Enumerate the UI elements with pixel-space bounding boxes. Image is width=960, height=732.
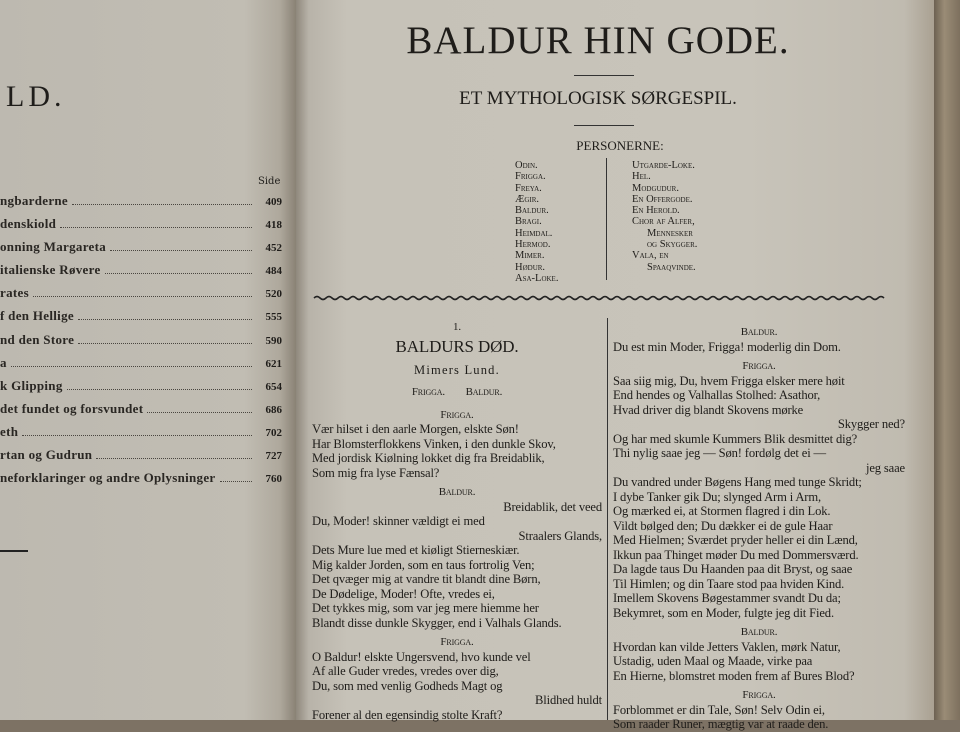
speaker-name: Baldur. bbox=[438, 486, 476, 498]
toc-entry-title: italienske Røvere bbox=[0, 262, 101, 278]
verse-line: Mig kalder Jorden, som en taus fortrolig Ven; bbox=[312, 557, 535, 572]
persona: Hermod. bbox=[515, 239, 551, 251]
toc-leader-dots bbox=[96, 458, 252, 459]
toc-entry-title: denskiold bbox=[0, 216, 57, 232]
chapter-heading-fragment: LD. bbox=[6, 80, 66, 113]
verse-line: Vildt bølged den; Du dækker ei de gule Haar bbox=[613, 518, 833, 533]
toc-entry-title: f den Hellige bbox=[0, 308, 74, 324]
left-page bbox=[0, 0, 298, 720]
toc-entry-title: rtan og Gudrun bbox=[0, 447, 93, 463]
verse-line: Imellem Skovens Bøgestammer svandt Du da; bbox=[613, 591, 841, 605]
speaker-name: Baldur. bbox=[740, 326, 778, 338]
verse-line: Som mig fra lyse Fænsal? bbox=[312, 465, 440, 480]
column-divider bbox=[607, 318, 608, 720]
persona: Hel. bbox=[632, 171, 651, 183]
divider bbox=[574, 75, 634, 76]
toc-entry bbox=[0, 262, 282, 285]
persona: Utgarde-Loke. bbox=[632, 160, 695, 171]
scene-cast: Frigga. Baldur. bbox=[411, 385, 503, 398]
verse-line: Har Blomsterflokkens Vinken, i den dunkle Skov, bbox=[312, 436, 556, 451]
verse-line: Og mærked ei, at Stormen flagred i din Lok. bbox=[613, 504, 831, 518]
toc-entry bbox=[0, 378, 282, 401]
toc-leader-dots bbox=[22, 435, 252, 436]
verse-line: Saa siig mig, Du, hvem Frigga elsker mere høit bbox=[613, 373, 845, 388]
speaker-name: Frigga. bbox=[742, 360, 776, 372]
verse-line: Hvordan kan vilde Jetters Vaklen, mørk Natur, bbox=[613, 639, 841, 654]
divider bbox=[574, 125, 634, 126]
toc-entry bbox=[0, 308, 282, 331]
persona: Spaaqvinde. bbox=[647, 261, 696, 273]
toc-entry-page: 555 bbox=[265, 311, 282, 324]
divider bbox=[0, 550, 28, 552]
verse-line: En Hierne, blomstret moden frem af Bures Blod? bbox=[613, 668, 855, 683]
persona: Ægir. bbox=[515, 193, 540, 205]
toc-leader-dots bbox=[110, 250, 252, 251]
speaker-name: Frigga. bbox=[440, 636, 474, 648]
persona: Freya. bbox=[515, 182, 542, 194]
toc-leader-dots bbox=[33, 296, 252, 297]
verse-line: Blandt disse dunkle Skygger, end i Valhals Glands. bbox=[312, 615, 562, 630]
verse-line: Det qvæger mig at vandre tit blandt dine Børn, bbox=[312, 572, 541, 586]
play-subtitle: ET MYTHOLOGISK SØRGESPIL. bbox=[459, 88, 737, 109]
verse-line: Med jordisk Kiølning lokket dig fra Breidablik, bbox=[312, 451, 545, 465]
book-edge bbox=[934, 0, 960, 720]
persona: Chor af Alfer, bbox=[632, 216, 695, 228]
toc-entry-page: 484 bbox=[265, 265, 282, 278]
persona: Modgudur. bbox=[632, 182, 679, 194]
personae-heading: PERSONERNE: bbox=[576, 138, 664, 153]
personae-list-left bbox=[515, 160, 558, 284]
verse-line: Til Himlen; og din Taare stod paa hviden Kind. bbox=[613, 576, 845, 591]
persona: En Offergode. bbox=[632, 193, 693, 205]
toc-entry-title: det fundet og forsvundet bbox=[0, 400, 144, 416]
verse-line: Du vandred under Bøgens Hang med tunge Skridt; bbox=[613, 475, 862, 489]
verse-line: Thi nylig saae jeg — Søn! fordølg det ei — bbox=[613, 446, 826, 460]
toc-entry bbox=[0, 470, 282, 493]
persona: Frigga. bbox=[515, 171, 546, 183]
toc-entry-title: rates bbox=[0, 285, 29, 301]
toc-entry-title: nd den Store bbox=[0, 331, 75, 347]
toc-leader-dots bbox=[60, 227, 252, 228]
toc-entry bbox=[0, 447, 282, 470]
toc-entry-page: 727 bbox=[265, 450, 282, 463]
verse-line: Dets Mure lue med et kiøligt Stierneskiær. bbox=[312, 543, 520, 557]
verse-line: Straalers Glands, bbox=[518, 528, 602, 543]
toc-entry-title: a bbox=[0, 354, 7, 370]
verse-line: Du, som med venlig Godheds Magt og bbox=[312, 678, 503, 693]
verse-line: Da lagde taus Du Haanden paa dit Bryst, og saae bbox=[613, 562, 853, 576]
toc-entry-page: 686 bbox=[265, 403, 282, 416]
toc-entry-page: 760 bbox=[265, 473, 282, 486]
toc-leader-dots bbox=[78, 319, 252, 320]
verse-line: Og har med skumle Kummers Blik desmittet dig? bbox=[613, 431, 858, 446]
verse-line: De Dødelige, Moder! Ofte, vredes ei, bbox=[312, 586, 495, 601]
persona: Bragi. bbox=[515, 216, 542, 228]
verse-line: Ikkun paa Thinget møder Du med Dommersværd. bbox=[613, 547, 859, 562]
toc-entry-page: 702 bbox=[265, 426, 282, 439]
verse-line: Bekymret, som en Moder, fulgte jeg dit Fied. bbox=[613, 605, 834, 620]
verse-line: End hendes og Valhallas Stolhed: Asathor, bbox=[613, 388, 821, 402]
toc-leader-dots bbox=[78, 343, 252, 344]
verse-line: Hvad driver dig blandt Skovens mørke bbox=[613, 402, 804, 417]
verse-line: jeg saae bbox=[865, 460, 905, 475]
toc-entry bbox=[0, 216, 282, 239]
scene-number: 1. bbox=[453, 321, 461, 333]
toc-entry-title: eth bbox=[0, 423, 19, 439]
persona: Heimdal. bbox=[515, 227, 553, 239]
persona: En Herold. bbox=[632, 205, 680, 217]
toc-entry-page: 409 bbox=[265, 196, 282, 208]
toc-entry-title: k Glipping bbox=[0, 377, 63, 393]
personae-list-right bbox=[632, 160, 697, 273]
toc-entry bbox=[0, 424, 282, 447]
verse-line: Skygger ned? bbox=[837, 417, 905, 431]
persona: Vala, en bbox=[632, 250, 669, 262]
toc-entry-page: 520 bbox=[265, 288, 282, 301]
toc-leader-dots bbox=[11, 366, 252, 367]
toc-leader-dots bbox=[220, 481, 253, 482]
speaker-name: Frigga. bbox=[742, 689, 776, 701]
persona: Mennesker bbox=[647, 227, 693, 239]
verse-line: I dybe Tanker gik Du; slynged Arm i Arm, bbox=[613, 489, 822, 504]
persona: Odin. bbox=[515, 160, 538, 171]
toc-side-label: Side bbox=[258, 176, 281, 187]
verse-line: Du, Moder! skinner vældigt ei med bbox=[312, 514, 485, 528]
scene-location: Mimers Lund. bbox=[414, 362, 500, 377]
toc-entry-page: 418 bbox=[265, 219, 282, 232]
toc-entry-title: onning Margareta bbox=[0, 239, 107, 255]
verse-line: Som raader Runer, mægtig var at raade den. bbox=[613, 717, 829, 731]
scene-title: BALDURS DØD. bbox=[395, 336, 519, 356]
verse-line: O Baldur! elskte Ungersvend, hvo kunde vel bbox=[312, 649, 531, 664]
table-of-contents bbox=[0, 193, 282, 493]
toc-entry-title: neforklaringer og andre Oplysninger bbox=[0, 470, 216, 486]
toc-entry-title: ngbarderne bbox=[0, 193, 68, 208]
verse-line: Du est min Moder, Frigga! moderlig din Dom. bbox=[613, 339, 841, 354]
toc-entry bbox=[0, 355, 282, 378]
persona: og Skygger. bbox=[647, 239, 698, 251]
right-text-column bbox=[613, 320, 905, 731]
left-text-column bbox=[312, 320, 602, 720]
toc-leader-dots bbox=[147, 412, 252, 413]
toc-entry bbox=[0, 332, 282, 355]
verse-line: Breidablik, det veed bbox=[503, 499, 602, 514]
persona: Mimer. bbox=[515, 250, 545, 262]
wavy-divider bbox=[314, 292, 882, 304]
speaker-name: Frigga. bbox=[440, 408, 474, 421]
persona: Asa-Loke. bbox=[515, 272, 559, 284]
persona: Baldur. bbox=[515, 205, 549, 217]
verse-line: Det tykkes mig, som var jeg mere hiemme her bbox=[312, 601, 539, 615]
toc-entry-page: 621 bbox=[265, 357, 282, 370]
verse-line: Blidhed huldt bbox=[535, 693, 602, 707]
toc-entry-page: 452 bbox=[265, 242, 282, 255]
verse-line: Ustadig, uden Maal og Maade, virke paa bbox=[613, 654, 813, 668]
verse-line: Vær hilset i den aarle Morgen, elskte Søn! bbox=[312, 422, 519, 436]
speaker-name: Baldur. bbox=[740, 626, 778, 638]
toc-leader-dots bbox=[105, 273, 252, 274]
verse-line: Forener al den egensindig stolte Kraft? bbox=[312, 707, 503, 722]
persona: Hødur. bbox=[515, 261, 546, 273]
verse-line: Med Hielmen; Sværdet pryder heller ei din Lænd, bbox=[613, 533, 858, 547]
play-title: BALDUR HIN GODE. bbox=[406, 19, 790, 62]
toc-entry bbox=[0, 285, 282, 308]
verse-line: Forblommet er din Tale, Søn! Selv Odin ei, bbox=[613, 702, 825, 717]
toc-leader-dots bbox=[67, 389, 252, 390]
toc-entry bbox=[0, 193, 282, 216]
toc-entry-page: 654 bbox=[265, 380, 282, 393]
toc-entry bbox=[0, 401, 282, 424]
divider bbox=[606, 158, 607, 280]
verse-line: Af alle Guder vredes, vredes over dig, bbox=[312, 664, 499, 678]
toc-entry-page: 590 bbox=[265, 334, 282, 347]
toc-entry bbox=[0, 239, 282, 262]
toc-leader-dots bbox=[72, 204, 252, 205]
